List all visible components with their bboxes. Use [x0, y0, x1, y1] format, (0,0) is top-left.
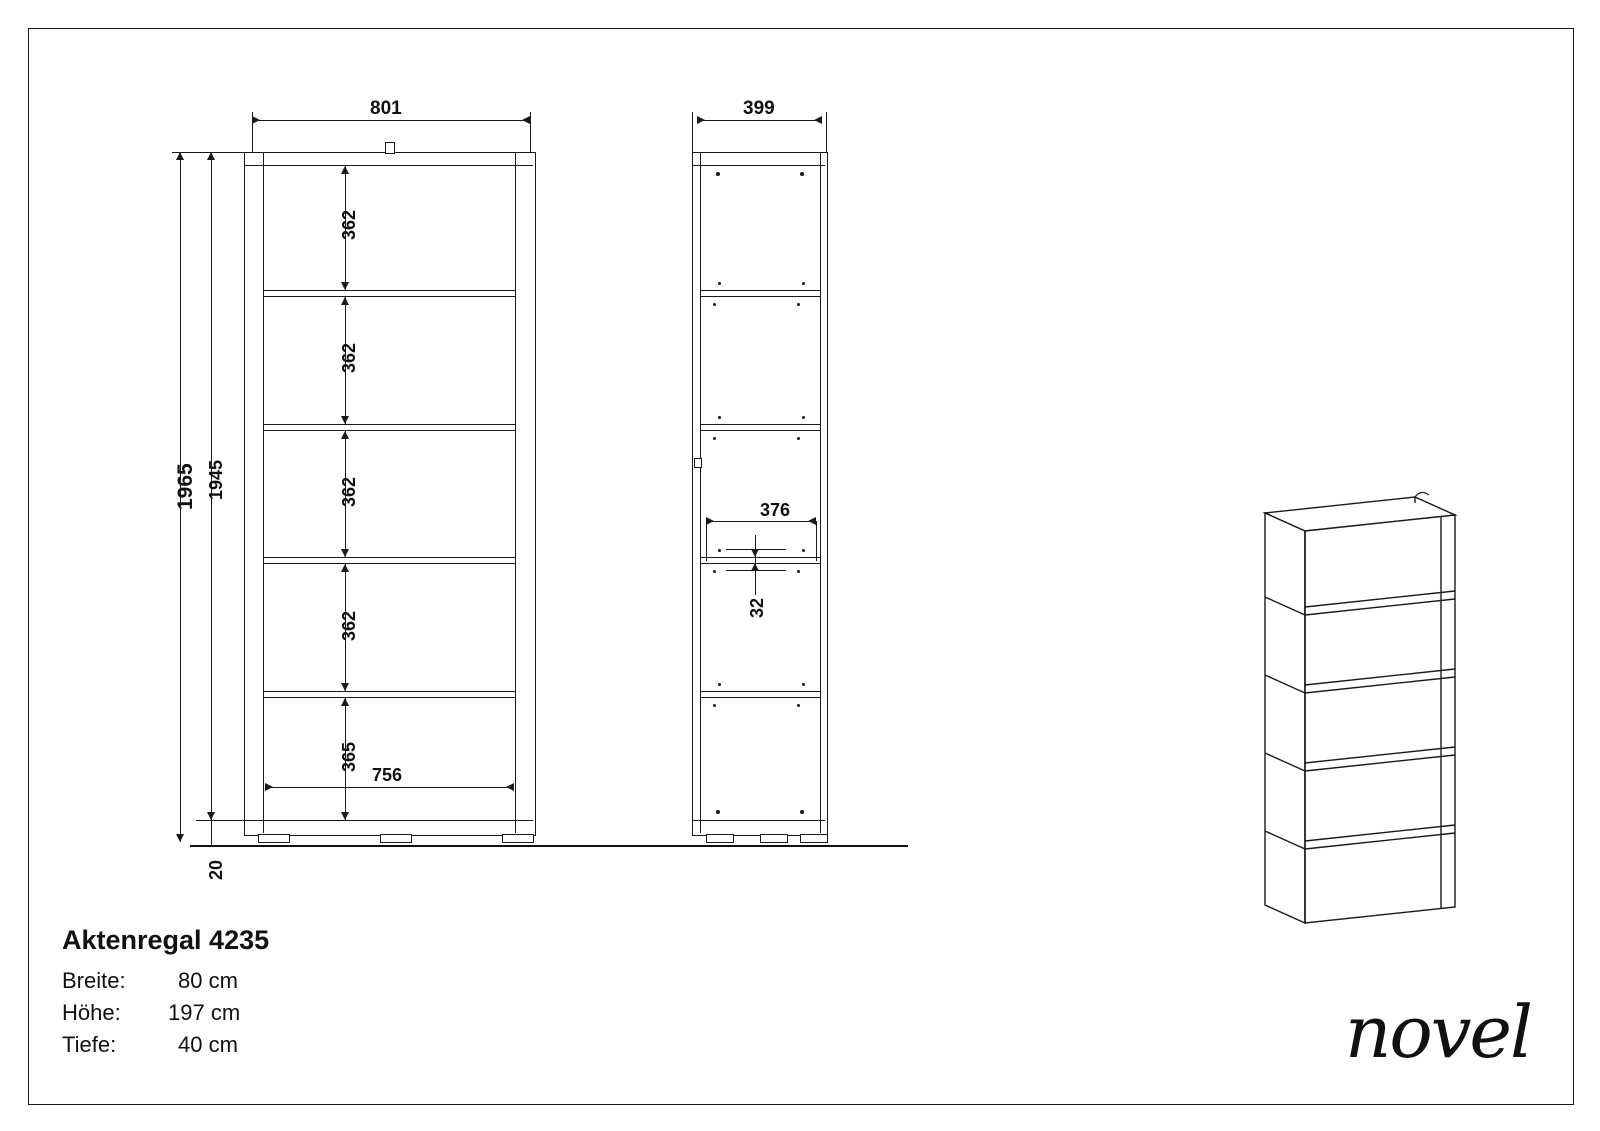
side-foot-front [706, 834, 734, 843]
spec-label-breite: Breite: [62, 968, 126, 993]
side-dowel [802, 282, 805, 285]
total-height-arrow-bottom [176, 834, 184, 842]
comp3-arrow-top [341, 431, 349, 439]
front-top-board-line [245, 165, 533, 166]
inner-width-label: 756 [372, 765, 403, 785]
front-shelf-2-top [263, 424, 516, 425]
side-shelf-3-bottom [700, 563, 820, 564]
front-shelf-1-bottom [263, 296, 516, 297]
thickness-ext-bottom [726, 570, 786, 571]
side-depth-dimline [697, 120, 822, 121]
spec-label-tiefe: Tiefe: [62, 1032, 117, 1057]
side-dowel [718, 549, 721, 552]
side-depth-label: 399 [743, 98, 775, 119]
side-shelf-1-bottom [700, 296, 820, 297]
side-dowel [713, 704, 716, 707]
side-back-edge [820, 153, 821, 833]
side-shelf-3-top [700, 557, 820, 558]
front-right-wall-inner [515, 153, 516, 833]
side-dowel [802, 683, 805, 686]
comp4-arrow-bottom [341, 683, 349, 691]
front-left-wall-inner [263, 153, 264, 833]
side-front-edge [700, 153, 701, 833]
side-dowel [716, 172, 720, 176]
front-width-arrow-right [522, 116, 530, 124]
comp5-arrow-top [341, 698, 349, 706]
comp4-label: 362 [339, 610, 359, 641]
inner-width-arrow-right [506, 783, 514, 791]
comp5-label: 365 [339, 741, 359, 772]
brand-logo: novel [1345, 990, 1532, 1074]
inner-depth-dimline [706, 521, 816, 522]
side-dowel [800, 810, 804, 814]
front-shelf-3-bottom [263, 563, 516, 564]
side-shelf-4-top [700, 691, 820, 692]
comp3-label: 362 [339, 476, 359, 507]
side-shelf-1-top [700, 290, 820, 291]
comp1-arrow-bottom [341, 282, 349, 290]
comp2-arrow-bottom [341, 416, 349, 424]
side-top-board-line [693, 165, 825, 166]
side-dowel [713, 570, 716, 573]
front-shelf-1-top [263, 290, 516, 291]
side-wall-fixing [694, 458, 702, 468]
inner-depth-ext-right [816, 521, 817, 561]
spec-value-breite: 80 cm [178, 968, 238, 993]
side-bottom-board-line [693, 820, 825, 821]
plinth-label: 20 [206, 859, 226, 880]
comp1-arrow-top [341, 166, 349, 174]
front-width-dimline-left [252, 120, 530, 121]
thickness-arrow-top [751, 549, 759, 557]
side-dowel [718, 416, 721, 419]
comp2-arrow-top [341, 297, 349, 305]
front-shelf-2-bottom [263, 430, 516, 431]
front-foot-left [258, 834, 290, 843]
comp5-arrow-bottom [341, 812, 349, 820]
side-dowel [716, 810, 720, 814]
spec-value-hoehe: 197 cm [168, 1000, 241, 1025]
comp2-label: 362 [339, 342, 359, 373]
side-shelf-4-bottom [700, 697, 820, 698]
front-width-arrow-left [252, 116, 260, 124]
thickness-ext-top [726, 549, 786, 550]
side-dowel [797, 303, 800, 306]
inner-depth-arrow-right [808, 517, 816, 525]
front-cabinet-body [244, 152, 536, 836]
side-cabinet-body [692, 152, 828, 836]
front-shelf-4-top [263, 691, 516, 692]
front-width-ext-left [252, 112, 253, 152]
side-depth-arrow-right [814, 116, 822, 124]
side-foot-back [800, 834, 828, 843]
side-dowel [797, 704, 800, 707]
side-dowel [797, 437, 800, 440]
side-dowel [713, 303, 716, 306]
inner-depth-ext-left [706, 521, 707, 561]
body-height-label: 1945 [206, 459, 226, 500]
page-title: Aktenregal 4235 [62, 925, 270, 955]
front-wall-fixing [385, 142, 395, 154]
front-width-ext-right [530, 112, 531, 152]
side-dowel [802, 416, 805, 419]
front-width-label: 801 [370, 98, 402, 119]
spec-value-tiefe: 40 cm [178, 1032, 238, 1057]
side-shelf-2-bottom [700, 430, 820, 431]
floor-line [190, 845, 908, 847]
plinth-dimline [211, 820, 212, 846]
body-height-arrow-bottom [207, 812, 215, 820]
comp4-arrow-top [341, 564, 349, 572]
front-foot-center [380, 834, 412, 843]
total-height-arrow-top [176, 152, 184, 160]
total-height-label: 1965 [174, 463, 197, 510]
body-height-arrow-top [207, 152, 215, 160]
front-shelf-4-bottom [263, 697, 516, 698]
side-dowel [797, 570, 800, 573]
side-dowel [800, 172, 804, 176]
side-dowel [802, 549, 805, 552]
thickness-label: 32 [747, 597, 767, 618]
side-depth-arrow-left [697, 116, 705, 124]
spec-label-hoehe: Höhe: [62, 1000, 121, 1025]
inner-depth-label: 376 [760, 500, 791, 520]
inner-depth-arrow-left [706, 517, 714, 525]
front-foot-right [502, 834, 534, 843]
side-shelf-2-top [700, 424, 820, 425]
side-foot-middle [760, 834, 788, 843]
comp1-label: 362 [339, 209, 359, 240]
isometric-view [1255, 485, 1515, 925]
front-bottom-board-line [245, 820, 533, 821]
side-depth-ext-left [692, 112, 693, 152]
inner-width-dimline [265, 787, 514, 788]
front-shelf-3-top [263, 557, 516, 558]
comp3-arrow-bottom [341, 549, 349, 557]
side-depth-ext-right [826, 112, 827, 152]
side-dowel [713, 437, 716, 440]
side-dowel [718, 683, 721, 686]
inner-width-arrow-left [265, 783, 273, 791]
plinth-ext-top [196, 820, 248, 821]
side-dowel [718, 282, 721, 285]
